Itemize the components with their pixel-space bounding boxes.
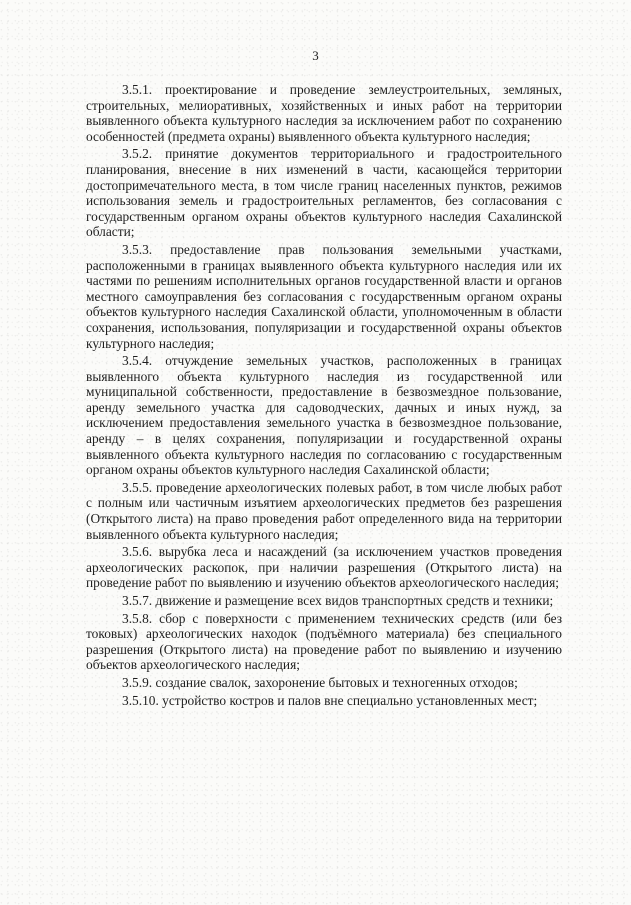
clause-3-5-4: 3.5.4. отчуждение земельных участков, расположенных в границах выявленного объекта культурного наследия из государственной или муниципальной собственности, предоставление в безвозмездное пользование, аренду земельного участка для садоводческих, дачных и иных нужд, за исключением предоставления земельного участка в безвозмездное пользование, аренду – в целях сохранения, популяризации и государственной охраны выявленного объекта культурного наследия по согласованию с государственным органом охраны объектов культурного наследия Сахалинской области; bbox=[86, 353, 562, 478]
clause-3-5-7: 3.5.7. движение и размещение всех видов транспортных средств и техники; bbox=[122, 593, 554, 608]
clause-3-5-2: 3.5.2. принятие документов территориального и градостроительного планирования, внесение в них изменений в части, касающейся территории достопримечательного места, в том числе границ населенных пунктов, режимов использования земель и градостроительных регламентов, без согласования с государственным органом охраны объектов культурного наследия Сахалинской области; bbox=[86, 146, 562, 240]
clause-3-5-6: 3.5.6. вырубка леса и насаждений (за исключением участков проведения археологических раскопок, при наличии разрешения (Открытого листа) на проведение работ по выявлению и изучению объектов археологического наследия; bbox=[86, 544, 562, 591]
clause-3-5-1: 3.5.1. проектирование и проведение землеустроительных, земляных, строительных, мелиоративных, хозяйственных и иных работ на территории выявленного объекта культурного наследия за исключением работ по сохранению особенностей (предмета охраны) выявленного объекта культурного наследия; bbox=[86, 82, 562, 144]
clause-3-5-9: 3.5.9. создание свалок, захоронение бытовых и техногенных отходов; bbox=[122, 674, 518, 690]
clause-3-5-8: 3.5.8. сбор с поверхности с применением технических средств (или без токовых) археологических находок (подъёмного материала) без специального разрешения (Открытого листа) на проведение работ по выявлению и изучению объектов археологического наследия; bbox=[86, 610, 562, 673]
clause-3-5-3: 3.5.3. предоставление прав пользования земельными участками, расположенными в границах выявленного объекта культурного наследия или их частями по решениям исполнительных органов государственной власти и органов местного самоуправления без согласования с государственным органом охраны объектов культурного наследия Сахалинской области, уполномоченным в области сохранения, использования, популяризации и государственной охраны объектов культурного наследия; bbox=[86, 241, 562, 351]
document-body bbox=[86, 82, 562, 710]
clause-3-5-5: 3.5.5. проведение археологических полевых работ, в том числе любых работ с полным или частичным изъятием археологических предметов без разрешения (Открытого листа) на право проведения работ определенного вида на территории выявленного объекта культурного наследия; bbox=[86, 479, 562, 542]
page-number: 3 bbox=[312, 48, 319, 63]
clause-3-5-10: 3.5.10. устройство костров и палов вне специально установленных мест; bbox=[122, 692, 538, 708]
